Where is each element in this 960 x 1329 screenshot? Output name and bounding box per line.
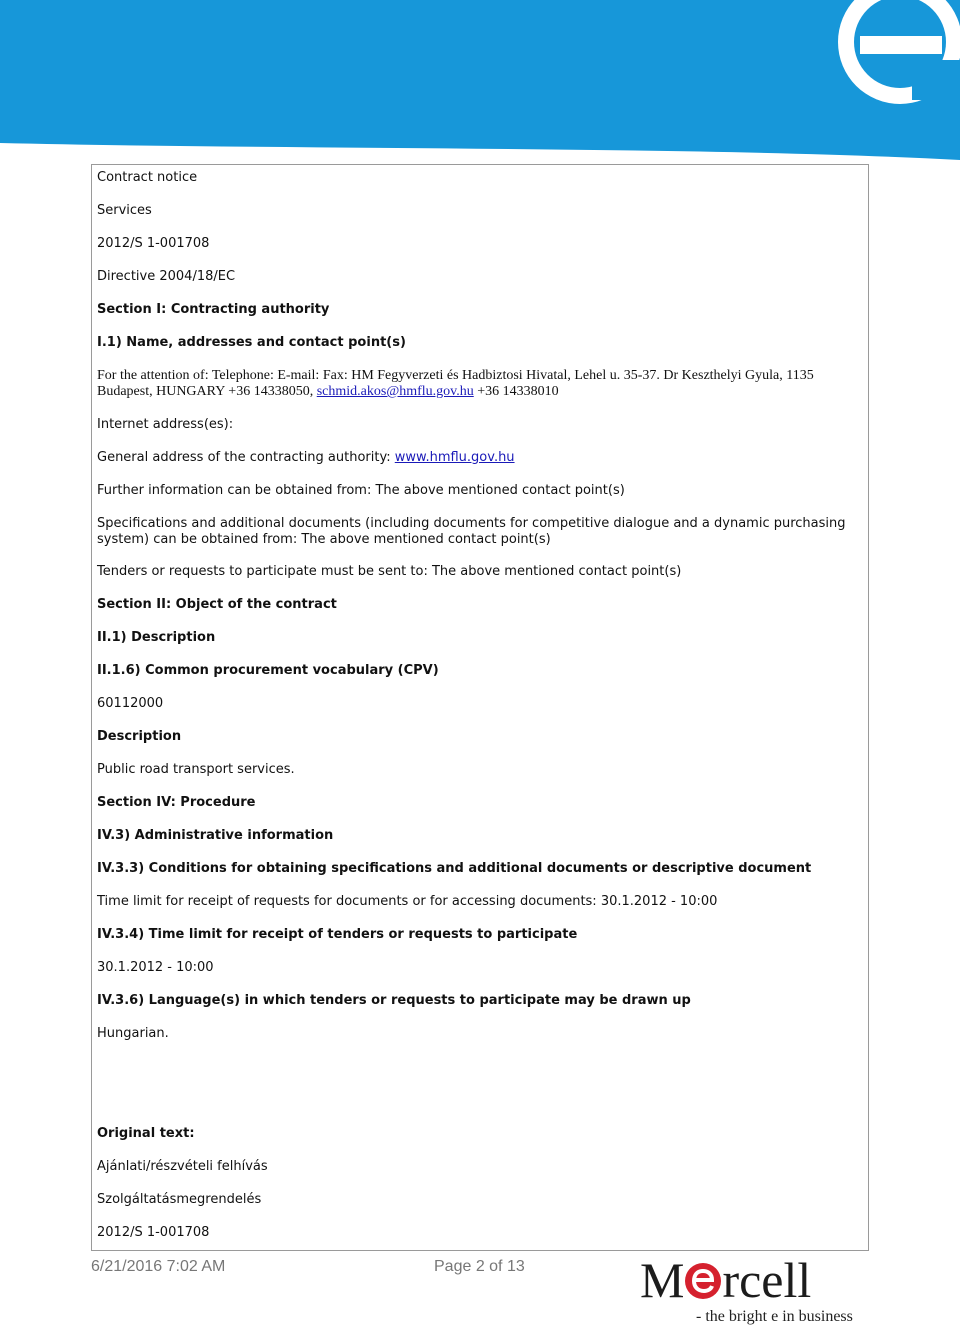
subsection-heading: IV.3.6) Language(s) in which tenders or requests to participate may be drawn up bbox=[97, 993, 691, 1008]
footer-divider bbox=[91, 1250, 869, 1251]
further-information: Further information can be obtained from: The above mentioned contact point(s) bbox=[97, 483, 625, 498]
original-notice-type: Ajánlati/részvételi felhívás bbox=[97, 1159, 268, 1174]
subsection-heading: Description bbox=[97, 729, 182, 744]
notice-type: Contract notice bbox=[97, 170, 198, 185]
language: Hungarian. bbox=[97, 1026, 169, 1041]
document-time-limit: Time limit for receipt of requests for documents or for accessing documents: 30.1.2012 - 10:00 bbox=[97, 894, 718, 909]
general-address bbox=[97, 450, 859, 466]
specifications-source: Specifications and additional documents (including documents for competitive dialogue and a dynamic purchasing system) can be obtained from: The above mentioned contact point(s) bbox=[97, 516, 846, 547]
banner-graphic bbox=[0, 0, 960, 160]
logo-letters-rcell: rcell bbox=[722, 1252, 812, 1308]
subsection-heading: IV.3.3) Conditions for obtaining specifications and additional documents or descriptive document bbox=[97, 861, 812, 876]
cpv-code: 60112000 bbox=[97, 696, 164, 711]
tender-time-limit: 30.1.2012 - 10:00 bbox=[97, 960, 214, 975]
subsection-heading: II.1) Description bbox=[97, 630, 216, 645]
original-contract-type: Szolgáltatásmegrendelés bbox=[97, 1192, 262, 1207]
section-heading: Section II: Object of the contract bbox=[97, 597, 337, 612]
logo-e-icon bbox=[685, 1263, 721, 1299]
contact-email-link[interactable]: schmid.akos@hmflu.gov.hu bbox=[316, 384, 474, 399]
header-banner bbox=[0, 0, 960, 160]
notice-number: 2012/S 1-001708 bbox=[97, 236, 210, 251]
contact-fax: +36 14338010 bbox=[473, 384, 559, 399]
document-content bbox=[91, 164, 869, 1250]
website-link[interactable]: www.hmflu.gov.hu bbox=[394, 450, 515, 465]
footer-page-number: Page 2 of 13 bbox=[434, 1258, 525, 1275]
original-text-heading: Original text: bbox=[97, 1126, 195, 1141]
section-heading: Section IV: Procedure bbox=[97, 795, 256, 810]
footer-datetime: 6/21/2016 7:02 AM bbox=[91, 1258, 226, 1275]
section-heading: Section I: Contracting authority bbox=[97, 302, 330, 317]
contact-details bbox=[97, 368, 859, 400]
original-notice-number: 2012/S 1-001708 bbox=[97, 1225, 210, 1240]
subsection-heading: IV.3) Administrative information bbox=[97, 828, 334, 843]
subsection-heading: I.1) Name, addresses and contact point(s) bbox=[97, 335, 406, 350]
contract-type: Services bbox=[97, 203, 152, 218]
contact-text: For the attention of: Telephone: E-mail: Fax: HM Fegyverzeti és Hadbiztosi Hivatal, Lehel u. 35-37. Dr Keszthelyi Gyula, 1135 Budapest, HUNGARY +36 14338050, bbox=[97, 368, 814, 399]
logo-tagline: - the bright e in business bbox=[696, 1308, 853, 1325]
logo-wordmark bbox=[640, 1252, 811, 1308]
logo-letter-m: M bbox=[640, 1252, 685, 1308]
internet-addresses-label: Internet address(es): bbox=[97, 417, 234, 432]
subsection-heading: II.1.6) Common procurement vocabulary (CPV) bbox=[97, 663, 439, 678]
banner-background bbox=[0, 0, 960, 160]
tenders-destination: Tenders or requests to participate must be sent to: The above mentioned contact point(s) bbox=[97, 564, 682, 579]
subsection-heading: IV.3.4) Time limit for receipt of tenders or requests to participate bbox=[97, 927, 578, 942]
marcell-logo bbox=[640, 1252, 870, 1329]
description-text: Public road transport services. bbox=[97, 762, 295, 777]
directive: Directive 2004/18/EC bbox=[97, 269, 236, 284]
general-address-label: General address of the contracting authority: bbox=[97, 450, 395, 465]
